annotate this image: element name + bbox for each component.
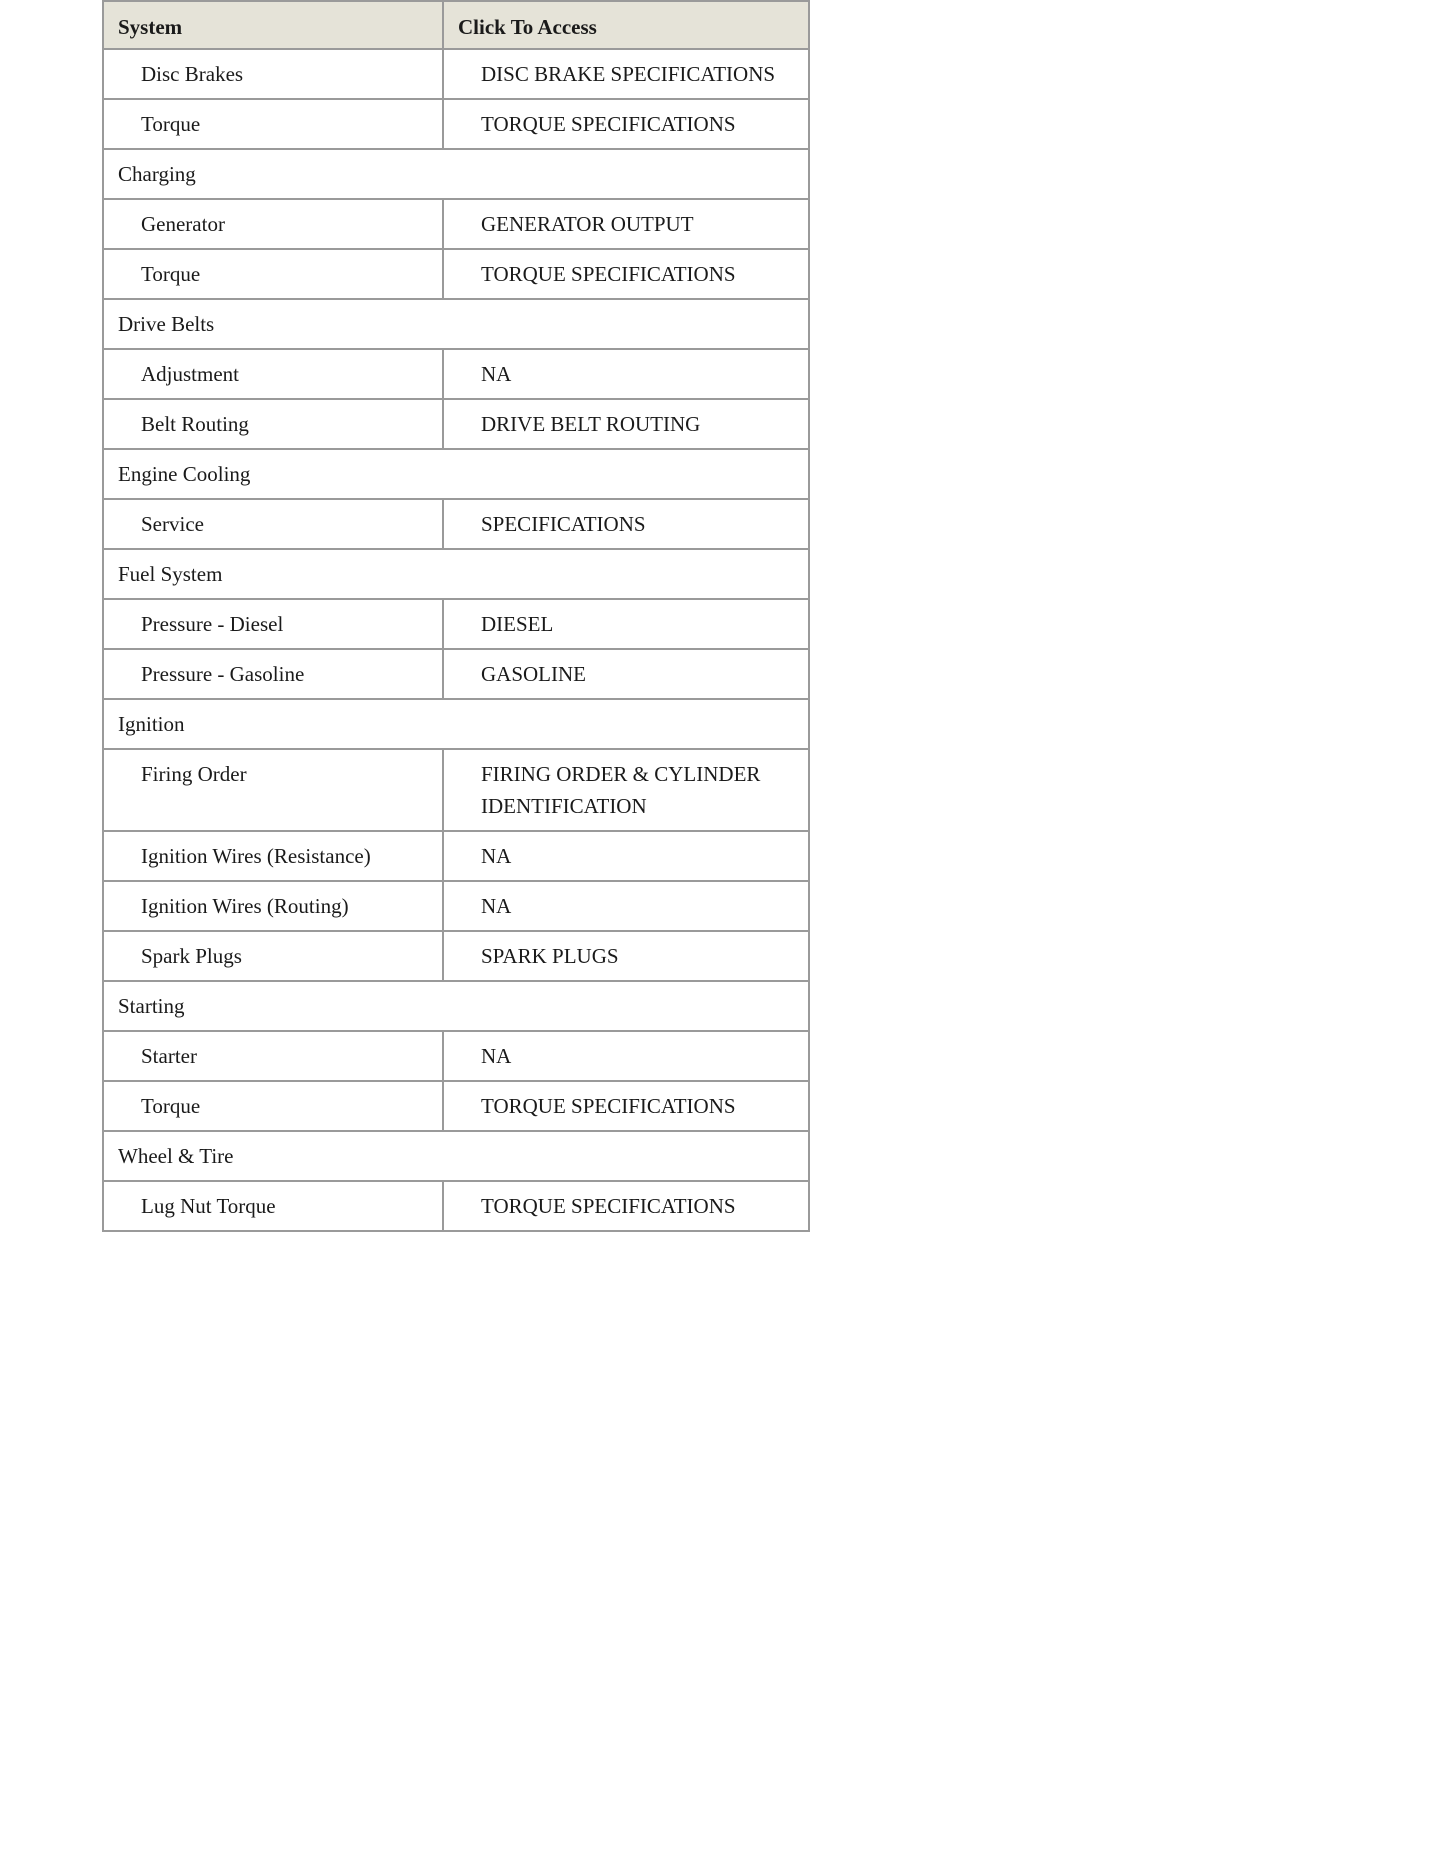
system-cell: Pressure - Diesel xyxy=(103,599,443,649)
access-cell xyxy=(443,749,809,831)
access-cell xyxy=(443,199,809,249)
access-cell xyxy=(443,249,809,299)
access-na-text: NA xyxy=(481,844,512,868)
access-link[interactable]: DISC BRAKE SPECIFICATIONS xyxy=(481,62,776,86)
access-cell xyxy=(443,1181,809,1231)
table-header xyxy=(103,1,809,49)
access-cell xyxy=(443,881,809,931)
table-row xyxy=(103,199,809,249)
system-cell: Pressure - Gasoline xyxy=(103,649,443,699)
header-system: System xyxy=(103,1,443,49)
system-cell: Lug Nut Torque xyxy=(103,1181,443,1231)
access-cell xyxy=(443,649,809,699)
header-row xyxy=(103,1,809,49)
system-cell: Adjustment xyxy=(103,349,443,399)
system-cell: Ignition Wires (Resistance) xyxy=(103,831,443,881)
access-link[interactable]: SPARK PLUGS xyxy=(481,944,619,968)
table-row xyxy=(103,349,809,399)
access-na-text: NA xyxy=(481,894,512,918)
access-cell xyxy=(443,831,809,881)
group-row xyxy=(103,981,809,1031)
table-row xyxy=(103,881,809,931)
system-cell: Ignition Wires (Routing) xyxy=(103,881,443,931)
group-label: Engine Cooling xyxy=(103,449,809,499)
table-row xyxy=(103,499,809,549)
table-body xyxy=(103,49,809,1231)
access-cell xyxy=(443,599,809,649)
table-row xyxy=(103,599,809,649)
group-row xyxy=(103,699,809,749)
access-link[interactable]: FIRING ORDER & CYLINDER IDENTIFICATION xyxy=(481,762,761,818)
group-label: Charging xyxy=(103,149,809,199)
access-cell xyxy=(443,49,809,99)
access-na-text: NA xyxy=(481,362,512,386)
access-cell xyxy=(443,1081,809,1131)
table-row xyxy=(103,931,809,981)
system-cell: Disc Brakes xyxy=(103,49,443,99)
access-link[interactable]: DRIVE BELT ROUTING xyxy=(481,412,701,436)
group-row xyxy=(103,449,809,499)
table-row xyxy=(103,249,809,299)
group-row xyxy=(103,549,809,599)
group-label: Fuel System xyxy=(103,549,809,599)
table-row xyxy=(103,1081,809,1131)
group-row xyxy=(103,299,809,349)
access-link[interactable]: DIESEL xyxy=(481,612,554,636)
group-row xyxy=(103,1131,809,1181)
group-label: Wheel & Tire xyxy=(103,1131,809,1181)
table-row xyxy=(103,649,809,699)
table-row xyxy=(103,831,809,881)
access-cell xyxy=(443,931,809,981)
access-link[interactable]: TORQUE SPECIFICATIONS xyxy=(481,262,736,286)
system-cell: Starter xyxy=(103,1031,443,1081)
table-row xyxy=(103,399,809,449)
system-cell: Torque xyxy=(103,249,443,299)
table-row xyxy=(103,99,809,149)
system-cell: Firing Order xyxy=(103,749,443,831)
access-cell xyxy=(443,1031,809,1081)
access-cell xyxy=(443,349,809,399)
system-cell: Belt Routing xyxy=(103,399,443,449)
access-na-text: NA xyxy=(481,1044,512,1068)
access-cell xyxy=(443,399,809,449)
access-link[interactable]: TORQUE SPECIFICATIONS xyxy=(481,1094,736,1118)
access-link[interactable]: GASOLINE xyxy=(481,662,586,686)
header-click-to-access: Click To Access xyxy=(443,1,809,49)
table-row xyxy=(103,1031,809,1081)
group-label: Starting xyxy=(103,981,809,1031)
system-cell: Generator xyxy=(103,199,443,249)
system-cell: Torque xyxy=(103,99,443,149)
system-cell: Spark Plugs xyxy=(103,931,443,981)
system-cell: Torque xyxy=(103,1081,443,1131)
access-link[interactable]: TORQUE SPECIFICATIONS xyxy=(481,112,736,136)
table-row xyxy=(103,1181,809,1231)
group-row xyxy=(103,149,809,199)
group-label: Drive Belts xyxy=(103,299,809,349)
group-label: Ignition xyxy=(103,699,809,749)
table-row xyxy=(103,749,809,831)
access-cell xyxy=(443,99,809,149)
access-link[interactable]: GENERATOR OUTPUT xyxy=(481,212,694,236)
access-link[interactable]: SPECIFICATIONS xyxy=(481,512,646,536)
system-cell: Service xyxy=(103,499,443,549)
access-cell xyxy=(443,499,809,549)
table-row xyxy=(103,49,809,99)
access-link[interactable]: TORQUE SPECIFICATIONS xyxy=(481,1194,736,1218)
specifications-table xyxy=(102,0,810,1232)
